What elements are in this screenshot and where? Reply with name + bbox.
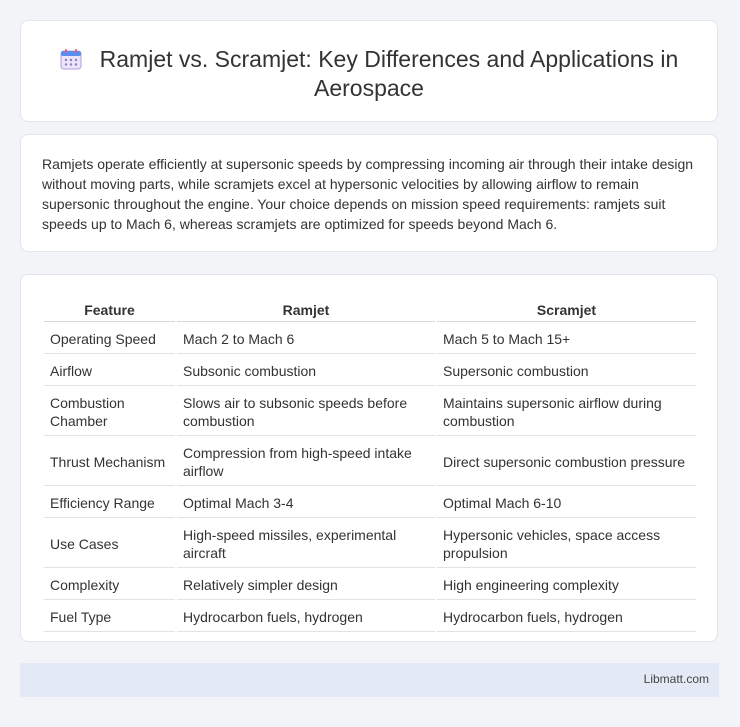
scramjet-cell: High engineering complexity xyxy=(437,570,696,600)
ramjet-cell: Optimal Mach 3-4 xyxy=(177,488,435,518)
feature-cell: Operating Speed xyxy=(44,324,175,354)
feature-cell: Efficiency Range xyxy=(44,488,175,518)
header-ramjet: Ramjet xyxy=(177,298,435,322)
feature-cell: Fuel Type xyxy=(44,602,175,632)
header-feature: Feature xyxy=(44,298,175,322)
header-scramjet: Scramjet xyxy=(437,298,696,322)
table-row xyxy=(44,388,696,436)
comparison-card xyxy=(20,274,718,642)
scramjet-cell: Hydrocarbon fuels, hydrogen xyxy=(437,602,696,632)
scramjet-cell: Optimal Mach 6-10 xyxy=(437,488,696,518)
table-row xyxy=(44,570,696,600)
comparison-table xyxy=(42,296,698,634)
footer-site-link[interactable]: Libmatt.com xyxy=(643,672,709,686)
table-row xyxy=(44,488,696,518)
scramjet-cell: Maintains supersonic airflow during combustion xyxy=(437,388,696,436)
ramjet-cell: Mach 2 to Mach 6 xyxy=(177,324,435,354)
scramjet-cell: Mach 5 to Mach 15+ xyxy=(437,324,696,354)
page-title: Ramjet vs. Scramjet: Key Differences and Applications in Aerospace xyxy=(99,46,679,101)
ramjet-cell: High-speed missiles, experimental aircraft xyxy=(177,520,435,568)
table-row xyxy=(44,520,696,568)
table-row xyxy=(44,356,696,386)
ramjet-cell: Subsonic combustion xyxy=(177,356,435,386)
ramjet-cell: Slows air to subsonic speeds before combustion xyxy=(177,388,435,436)
calendar-icon xyxy=(60,48,82,70)
feature-cell: Airflow xyxy=(44,356,175,386)
scramjet-cell: Supersonic combustion xyxy=(437,356,696,386)
table-row xyxy=(44,438,696,486)
ramjet-cell: Compression from high-speed intake airflow xyxy=(177,438,435,486)
table-header-row xyxy=(44,298,696,322)
intro-paragraph: Ramjets operate efficiently at supersonic speeds by compressing incoming air through their intake design without moving parts, while scramjets excel at hypersonic velocities by allowing airflow to remain supersonic throughout the engine. Your choice depends on mission speed requirements: ramjets suit speeds up to Mach 6, whereas scramjets are optimized for speeds beyond Mach 6. xyxy=(42,156,694,232)
scramjet-cell: Hypersonic vehicles, space access propulsion xyxy=(437,520,696,568)
title-card xyxy=(20,20,718,122)
ramjet-cell: Hydrocarbon fuels, hydrogen xyxy=(177,602,435,632)
ramjet-cell: Relatively simpler design xyxy=(177,570,435,600)
page-title-wrap xyxy=(21,45,717,103)
feature-cell: Use Cases xyxy=(44,520,175,568)
footer-bar xyxy=(20,663,719,697)
table-row xyxy=(44,602,696,632)
scramjet-cell: Direct supersonic combustion pressure xyxy=(437,438,696,486)
intro-card xyxy=(20,134,718,252)
table-row xyxy=(44,324,696,354)
feature-cell: Complexity xyxy=(44,570,175,600)
feature-cell: Combustion Chamber xyxy=(44,388,175,436)
feature-cell: Thrust Mechanism xyxy=(44,438,175,486)
